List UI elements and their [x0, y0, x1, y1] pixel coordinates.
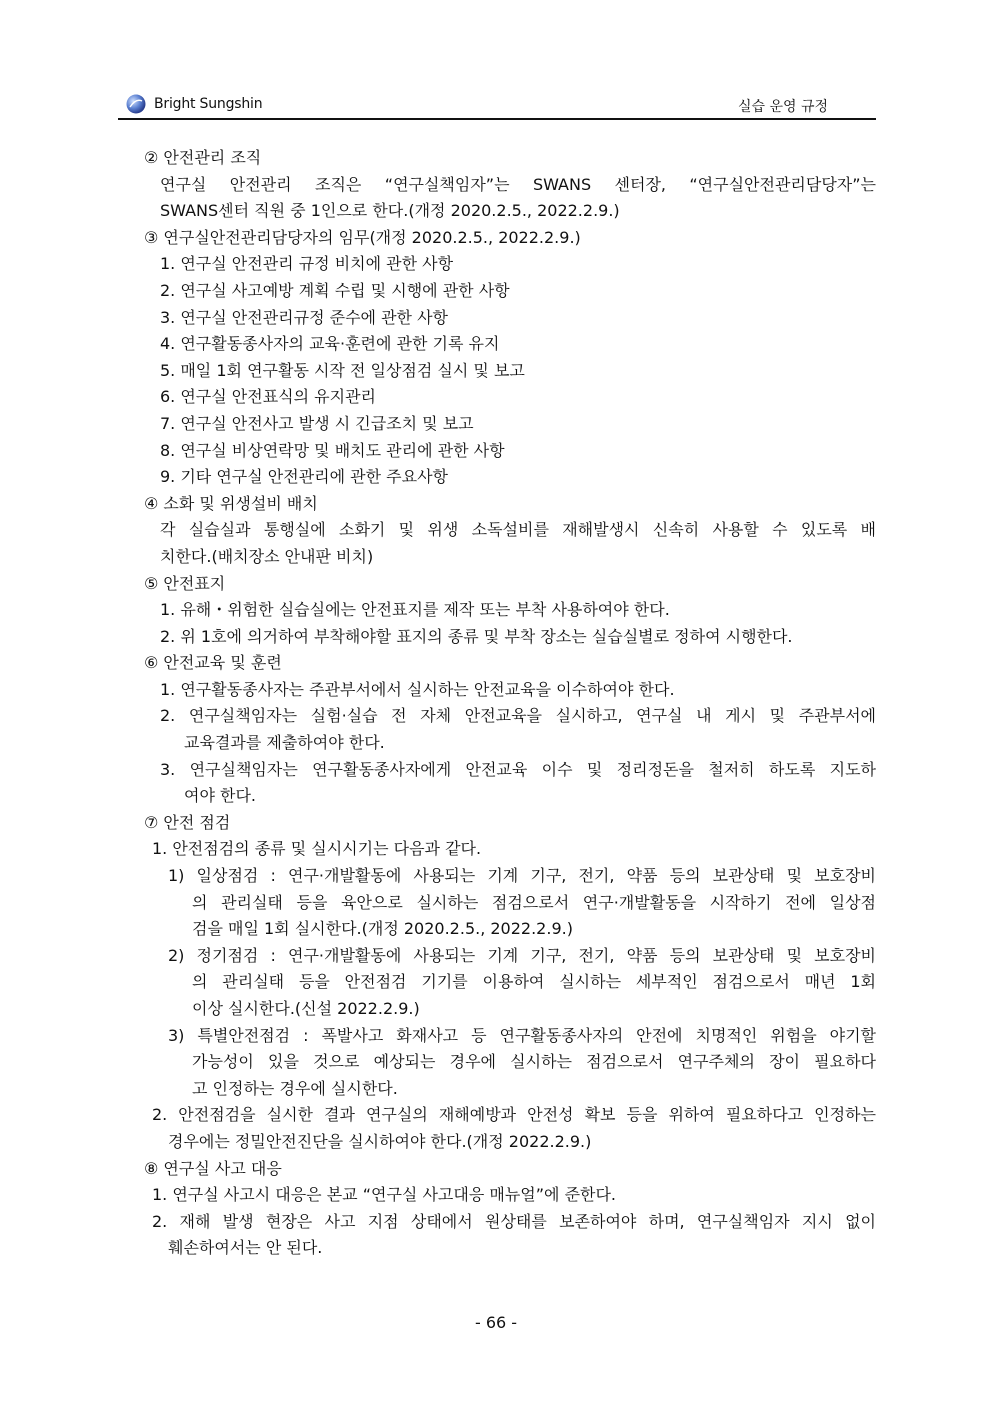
paragraph-line: 각 실습실과 통행실에 소화기 및 위생 소독설비를 재해발생시 신속히 사용할 수 있도록 배	[160, 520, 876, 540]
list-item: 3. 연구실 안전관리규정 준수에 관한 사항	[160, 307, 448, 327]
list-item: 2. 연구실책임자는 실험·실습 전 자체 안전교육을 실시하고, 연구실 내 게시 및 주관부서에	[160, 706, 876, 726]
list-item: 4. 연구활동종사자의 교육·훈련에 관한 기록 유지	[160, 334, 500, 354]
section-heading: ③ 연구실안전관리담당자의 임무(개정 2020.2.5., 2022.2.9.)	[144, 227, 581, 247]
list-item: 6. 연구실 안전표식의 유지관리	[160, 387, 376, 407]
list-item: 9. 기타 연구실 안전관리에 관한 주요사항	[160, 467, 448, 487]
page-header	[118, 92, 876, 120]
list-item: 1. 유해・위험한 실습실에는 안전표지를 제작 또는 부착 사용하여야 한다.	[160, 600, 670, 620]
list-item-continuation: 교육결과를 제출하여야 한다.	[184, 733, 385, 753]
list-item-continuation: 여야 한다.	[184, 786, 256, 806]
list-item-continuation: 훼손하여서는 안 된다.	[168, 1238, 323, 1258]
list-item: 8. 연구실 비상연락망 및 배치도 관리에 관한 사항	[160, 440, 505, 460]
list-item: 3. 연구실책임자는 연구활동종사자에게 안전교육 이수 및 정리정돈을 철저히 하도록 지도하	[160, 759, 876, 779]
list-item: 1. 안전점검의 종류 및 실시시기는 다음과 같다.	[152, 839, 482, 859]
document-title: 실습 운영 규정	[737, 99, 828, 115]
list-item: 2. 위 1호에 의거하여 부착해야할 표지의 종류 및 부착 장소는 실습실별로 정하여 시행한다.	[160, 626, 793, 646]
list-item: 1. 연구활동종사자는 주관부서에서 실시하는 안전교육을 이수하여야 한다.	[160, 679, 675, 699]
sub-list-item-continuation: 의 관리실태 등을 육안으로 실시하는 점검으로서 연구·개발활동을 시작하기 전에 일상점	[192, 892, 876, 912]
list-item: 2. 연구실 사고예방 계획 수립 및 시행에 관한 사항	[160, 280, 510, 300]
sub-list-item: 2) 정기점검 : 연구·개발활동에 사용되는 기계 기구, 전기, 약품 등의 보관상태 및 보호장비	[168, 945, 876, 965]
list-item: 1. 연구실 사고시 대응은 본교 “연구실 사고대응 매뉴얼”에 준한다.	[152, 1185, 617, 1205]
list-item: 2. 재해 발생 현장은 사고 지점 상태에서 원상태를 보존하여야 하며, 연구실책임자 지시 없이	[152, 1211, 876, 1231]
sub-list-item-continuation: 이상 실시한다.(신설 2022.2.9.)	[192, 999, 420, 1018]
list-item: 7. 연구실 안전사고 발생 시 긴급조치 및 보고	[160, 413, 474, 433]
sub-list-item: 3) 특별안전점검 : 폭발사고 화재사고 등 연구활동종사자의 안전에 치명적인 위험을 야기할	[168, 1025, 876, 1045]
paragraph-line: 치한다.(배치장소 안내판 비치)	[160, 546, 374, 566]
list-item: 2. 안전점검을 실시한 결과 연구실의 재해예방과 안전성 확보 등을 위하여 필요하다고 인정하는	[152, 1105, 876, 1125]
section-heading: ⑥ 안전교육 및 훈련	[144, 653, 282, 673]
section-heading: ② 안전관리 조직	[144, 148, 262, 167]
sub-list-item-continuation: 의 관리실태 등을 안전점검 기기를 이용하여 실시하는 세부적인 점검으로서 매년 1회	[192, 972, 876, 992]
paragraph-line: SWANS센터 직원 중 1인으로 한다.(개정 2020.2.5., 2022.2.9.)	[160, 201, 620, 221]
section-heading: ⑦ 안전 점검	[144, 812, 231, 832]
section-heading: ⑤ 안전표지	[144, 573, 226, 593]
sungshin-logo-icon	[126, 94, 146, 114]
section-heading: ④ 소화 및 위생설비 배치	[144, 493, 318, 513]
list-item: 5. 매일 1회 연구활동 시작 전 일상점검 실시 및 보고	[160, 360, 525, 380]
sub-list-item-continuation: 고 인정하는 경우에 실시한다.	[192, 1078, 398, 1098]
list-item-continuation: 경우에는 정밀안전진단을 실시하여야 한다.(개정 2022.2.9.)	[168, 1131, 592, 1151]
document-body	[140, 145, 876, 1262]
section-heading: ⑧ 연구실 사고 대응	[144, 1158, 282, 1178]
list-item: 1. 연구실 안전관리 규정 비치에 관한 사항	[160, 254, 454, 274]
sub-list-item-continuation: 검을 매일 1회 실시한다.(개정 2020.2.5., 2022.2.9.)	[192, 919, 573, 939]
page-number: - 66 -	[474, 1313, 518, 1332]
sub-list-item: 1) 일상점검 : 연구·개발활동에 사용되는 기계 기구, 전기, 약품 등의 보관상태 및 보호장비	[168, 866, 876, 886]
sub-list-item-continuation: 가능성이 있을 것으로 예상되는 경우에 실시하는 점검으로서 연구주체의 장이 필요하다	[192, 1052, 876, 1072]
paragraph-line: 연구실 안전관리 조직은 “연구실책임자”는 SWANS 센터장, “연구실안전관리담당자”는	[160, 174, 876, 194]
brand-name: Bright Sungshin	[154, 96, 263, 112]
